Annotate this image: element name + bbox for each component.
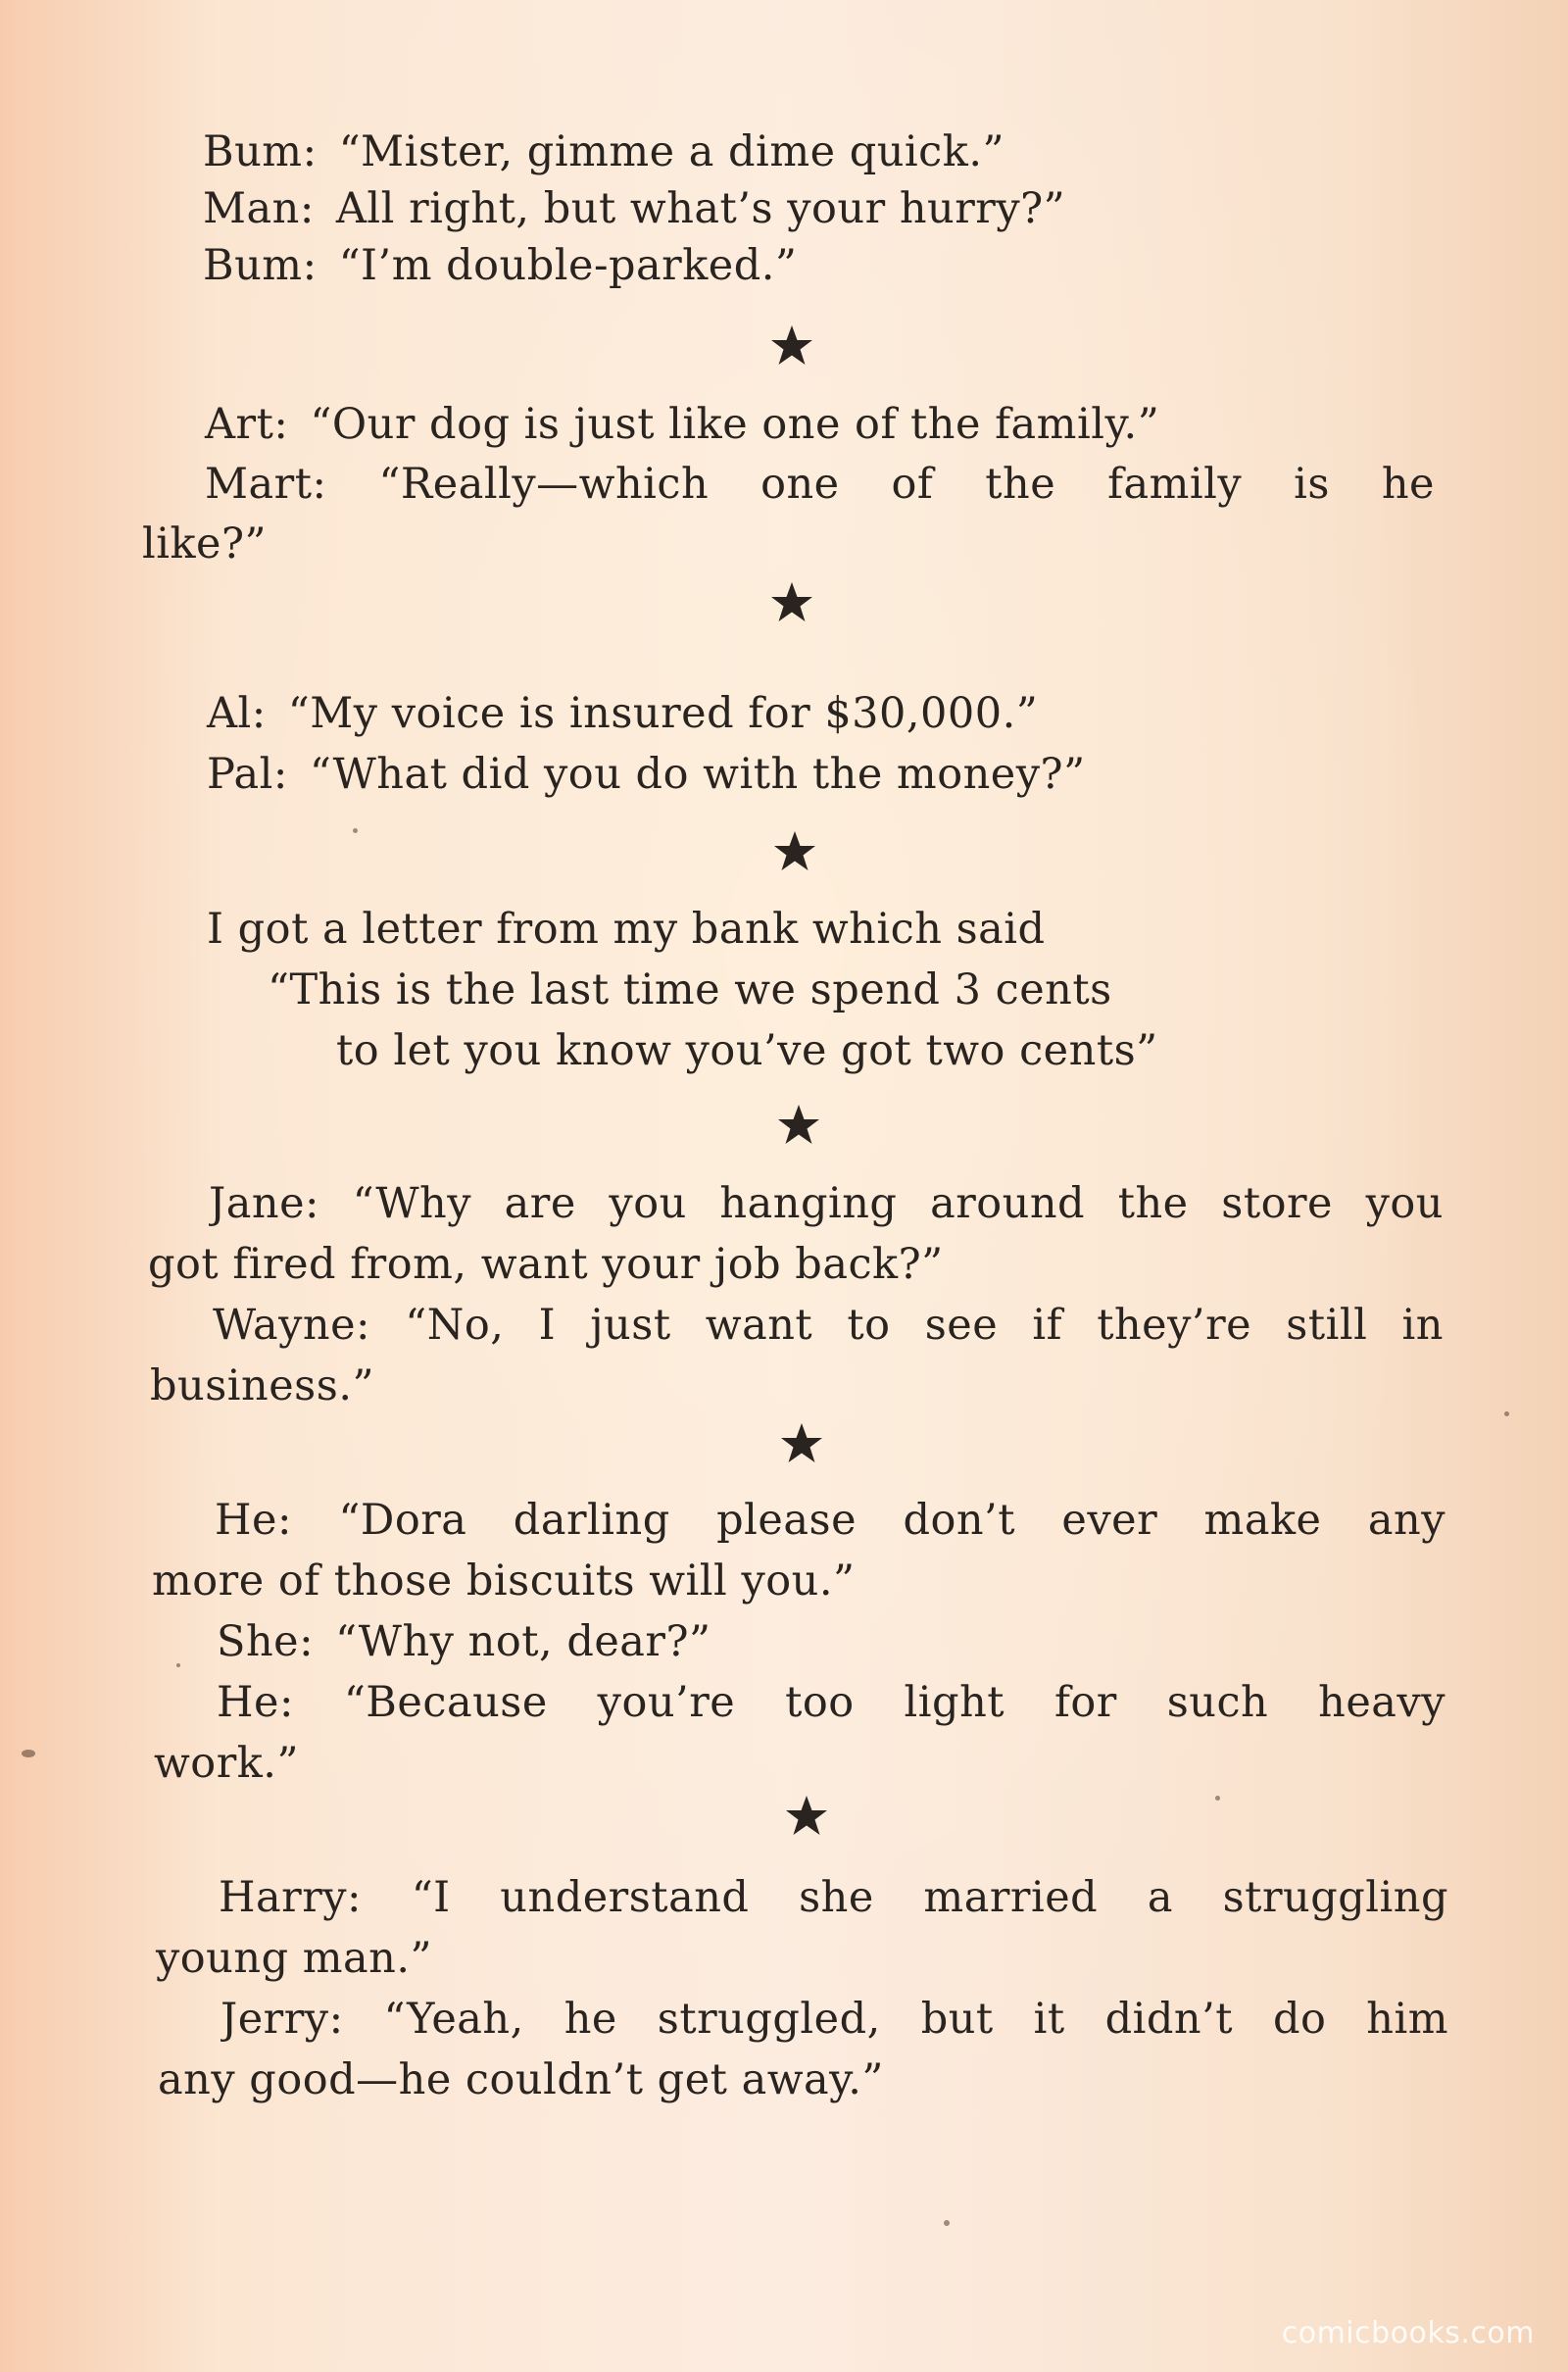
watermark-text: comicbooks.com — [1281, 2316, 1535, 2350]
dialogue-text: “This is the last time we spend 3 cents — [268, 965, 1112, 1014]
dialogue-text: “Yeah, he struggled, but it didn’t do him — [383, 1995, 1448, 2044]
dialogue-text: business.” — [150, 1361, 374, 1410]
joke-line — [203, 238, 797, 293]
star-icon — [784, 1794, 829, 1839]
dialogue-text: “I understand she married a struggling — [411, 1873, 1448, 1922]
speaker-label: She: — [217, 1617, 315, 1666]
star-icon — [776, 1103, 821, 1148]
dialogue-text: “What did you do with the money?” — [309, 750, 1086, 799]
dialogue-text: “Because you’re too light for such heavy — [343, 1678, 1446, 1727]
dialogue-text: any good—he couldn’t get away.” — [158, 2055, 884, 2104]
dialogue-text: got fired from, want your job back?” — [148, 1240, 944, 1289]
speaker-label: Bum: — [203, 127, 318, 176]
paper-speck — [353, 828, 358, 833]
star-icon — [779, 1421, 824, 1466]
paper-speck — [1504, 1411, 1509, 1416]
joke-line — [205, 397, 1159, 452]
speaker-label: Man: — [203, 184, 315, 233]
dialogue-text: young man.” — [156, 1934, 433, 1983]
speaker-label: He: — [215, 1496, 292, 1545]
speaker-label: Mart: — [205, 460, 327, 509]
dialogue-text: “Why are you hanging around the store you — [352, 1179, 1444, 1228]
speaker-label: Art: — [205, 400, 289, 449]
speaker-label: Harry: — [219, 1873, 363, 1922]
dialogue-text: work.” — [154, 1739, 299, 1788]
joke-line — [152, 1554, 856, 1608]
joke-line — [268, 963, 1112, 1017]
joke-line — [215, 1493, 1446, 1548]
joke-line — [336, 1023, 1158, 1078]
paper-speck — [176, 1663, 180, 1667]
paper-speck — [1215, 1796, 1220, 1801]
joke-line — [203, 181, 1065, 236]
dialogue-text: “Really—which one of the family is he — [378, 460, 1435, 509]
joke-line — [220, 1992, 1448, 2047]
joke-line — [148, 1237, 944, 1292]
dialogue-text: “Dora darling please don’t ever make any — [338, 1496, 1446, 1545]
star-icon — [769, 323, 814, 369]
joke-line — [217, 1675, 1446, 1730]
dialogue-text: more of those biscuits will you.” — [152, 1557, 856, 1606]
star-icon — [772, 829, 817, 874]
dialogue-text: “Why not, dear?” — [335, 1617, 711, 1666]
joke-line — [156, 1931, 432, 1986]
joke-line — [150, 1359, 374, 1413]
joke-line — [142, 517, 267, 571]
star-icon — [769, 580, 814, 625]
dialogue-text: to let you know you’ve got two cents” — [336, 1026, 1158, 1075]
joke-line — [205, 457, 1435, 512]
dialogue-text: I got a letter from my bank which said — [207, 905, 1046, 954]
dialogue-text: “Mister, gimme a dime quick.” — [338, 127, 1004, 176]
dialogue-text: “Our dog is just like one of the family.” — [310, 400, 1160, 449]
joke-line — [203, 124, 1004, 179]
dialogue-text: “I’m double-parked.” — [338, 241, 798, 290]
speaker-label: Wayne: — [213, 1301, 371, 1350]
speaker-label: Jerry: — [220, 1995, 344, 2044]
joke-line — [207, 747, 1086, 802]
dialogue-text: like?” — [142, 519, 268, 568]
speaker-label: Jane: — [209, 1179, 320, 1228]
dialogue-text: All right, but what’s your hurry?” — [335, 184, 1066, 233]
dialogue-text: “My voice is insured for $30,000.” — [287, 689, 1039, 738]
joke-line — [219, 1870, 1448, 1925]
joke-line — [209, 1176, 1444, 1231]
speaker-label: Bum: — [203, 241, 318, 290]
joke-line — [207, 902, 1046, 957]
speaker-label: Pal: — [207, 750, 288, 799]
joke-line — [154, 1736, 299, 1791]
speaker-label: Al: — [207, 689, 267, 738]
joke-line — [158, 2052, 884, 2107]
joke-line — [213, 1298, 1444, 1353]
speaker-label: He: — [217, 1678, 294, 1727]
dialogue-text: “No, I just want to see if they’re still in — [405, 1301, 1444, 1350]
paper-speck — [944, 2220, 950, 2226]
paper-speck — [22, 1750, 35, 1757]
joke-line — [217, 1614, 711, 1669]
joke-line — [207, 686, 1038, 741]
